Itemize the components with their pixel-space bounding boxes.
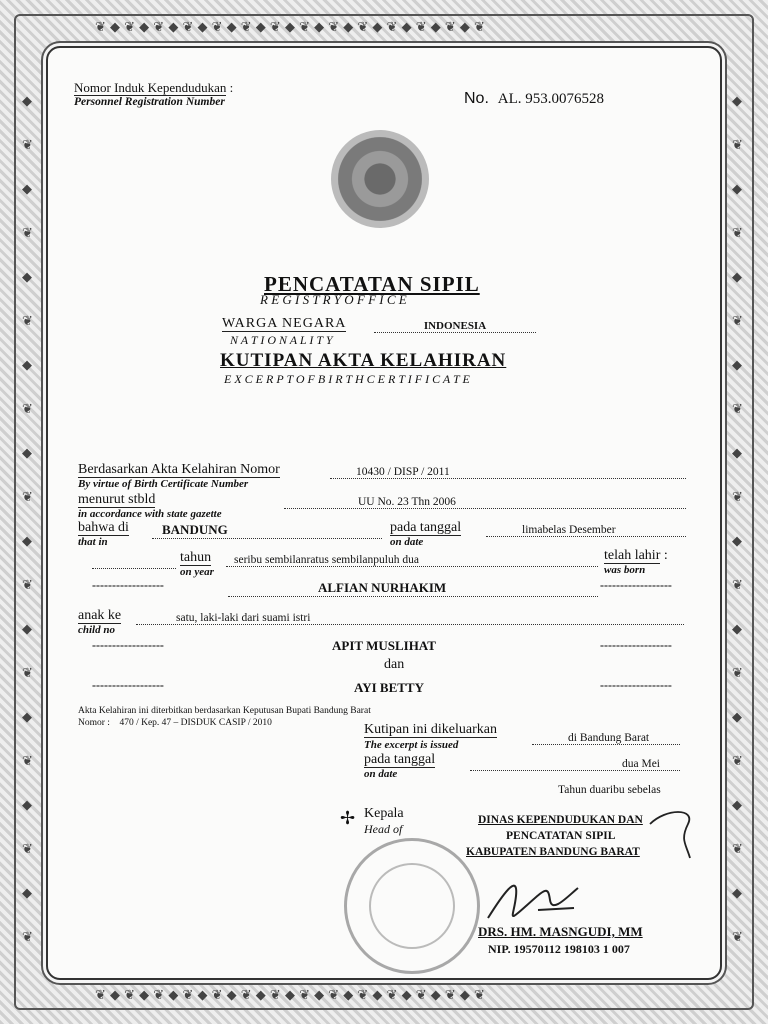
nationality-value: INDONESIA — [374, 320, 536, 333]
stbld-label: menurut stbld — [78, 492, 156, 507]
year-value: seribu sembilanratus sembilanpuluh dua — [226, 554, 598, 567]
official-stamp-icon — [344, 838, 480, 974]
ornament-icon: ❦ ◆ ❦ ◆ ❦ ◆ ❦ ◆ ❦ ◆ ❦ ◆ ❦ ◆ ❦ ◆ ❦ ◆ ❦ ◆ ❦ ◆ ❦ ◆ ❦ ◆ ❦ — [95, 20, 485, 35]
date-label-en: on date — [390, 536, 424, 548]
stbld-value: UU No. 23 Thn 2006 — [284, 496, 686, 509]
year-label: tahun — [180, 550, 212, 565]
decree-number: Nomor : 470 / Kep. 47 – DISDUK CASIP / 2010 — [78, 718, 272, 728]
issued-year: Tahun duaribu sebelas — [558, 784, 661, 796]
pen-stroke-icon — [646, 804, 706, 864]
year-label-en: on year — [180, 566, 214, 578]
born-label: telah lahir : — [604, 548, 668, 563]
child-name: ALFIAN NURHAKIM — [228, 580, 598, 597]
cert-no-label-en: By virtue of Birth Certificate Number — [78, 478, 249, 490]
office-title: PENCATATAN SIPIL — [264, 272, 480, 296]
dash-right: ------------------ — [600, 638, 672, 652]
dash-right: ------------------ — [600, 678, 672, 692]
nationality-label: WARGA NEGARA — [222, 316, 347, 331]
decree-text: Akta Kelahiran ini diterbitkan berdasarkan Keputusan Bupati Bandung Barat — [78, 706, 371, 716]
dash-right: ------------------ — [600, 578, 672, 592]
nik-label: Nomor Induk Kependudukan : — [74, 80, 234, 95]
ornament-icon: ◆ ❦ ◆ ❦ ◆ ❦ ◆ ❦ ◆ ❦ ◆ ❦ ◆ ❦ ◆ ❦ ◆ ❦ ◆ ❦ — [732, 94, 743, 945]
head-label-en: Head of — [364, 822, 403, 836]
place-value: BANDUNG — [152, 522, 382, 539]
issued-label-en: The excerpt is issued — [364, 739, 459, 751]
document-title-en: E X C E R P T O F B I R T H C E R T I F I C A T E — [224, 372, 470, 386]
and-text: dan — [384, 657, 405, 672]
cert-no-value: 10430 / DISP / 2011 — [330, 466, 686, 479]
agency-line-1: DINAS KEPENDUDUKAN DAN — [478, 814, 643, 826]
certificate-number: No. AL. 953.0076528 — [464, 90, 605, 107]
date-value: limabelas Desember — [486, 524, 686, 537]
stbld-label-en: in accordance with state gazette — [78, 508, 222, 520]
born-label-en: was born — [604, 564, 646, 576]
cert-no-label: Berdasarkan Akta Kelahiran Nomor — [78, 462, 280, 477]
mother-name: AYI BETTY — [354, 680, 424, 695]
garuda-emblem-icon — [331, 130, 429, 228]
document-title: KUTIPAN AKTA KELAHIRAN — [220, 350, 507, 371]
ornament-icon: ◆ ❦ ◆ ❦ ◆ ❦ ◆ ❦ ◆ ❦ ◆ ❦ ◆ ❦ ◆ ❦ ◆ ❦ ◆ ❦ — [22, 94, 33, 945]
official-name: DRS. HM. MASNGUDI, MM — [478, 924, 643, 939]
issued-date-value: dua Mei — [470, 758, 680, 771]
nationality-label-en: N A T I O N A L I T Y — [230, 333, 333, 347]
date-label: pada tanggal — [390, 520, 462, 535]
certificate-paper — [46, 46, 722, 980]
dash-left: ------------------ — [92, 638, 164, 652]
father-name: APIT MUSLIHAT — [332, 638, 436, 653]
issued-date-label: pada tanggal — [364, 752, 436, 767]
office-title-en: R E G I S T R Y O F F I C E — [260, 292, 407, 307]
agency-line-2: PENCATATAN SIPIL — [506, 830, 616, 842]
ornament-icon: ❦ ◆ ❦ ◆ ❦ ◆ ❦ ◆ ❦ ◆ ❦ ◆ ❦ ◆ ❦ ◆ ❦ ◆ ❦ ◆ ❦ ◆ ❦ ◆ ❦ ◆ ❦ — [95, 988, 485, 1003]
place-label-en: that in — [78, 536, 108, 548]
place-label: bahwa di — [78, 520, 129, 535]
child-no-label-en: child no — [78, 624, 115, 636]
child-no-value: satu, laki-laki dari suami istri — [136, 612, 684, 625]
issued-label: Kutipan ini dikeluarkan — [364, 722, 497, 737]
mark-icon: ✢ — [340, 808, 356, 828]
child-no-label: anak ke — [78, 608, 122, 623]
dash-left: ------------------ — [92, 578, 164, 592]
issued-date-label-en: on date — [364, 768, 398, 780]
head-label: Kepala — [364, 806, 404, 821]
year-dots — [92, 556, 176, 569]
agency-line-3: KABUPATEN BANDUNG BARAT — [466, 846, 640, 858]
dash-left: ------------------ — [92, 678, 164, 692]
stamp-inner-ring — [369, 863, 455, 949]
signature-icon — [478, 866, 598, 926]
issued-place: di Bandung Barat — [532, 732, 680, 745]
official-nip: NIP. 19570112 198103 1 007 — [488, 942, 630, 956]
nik-label-en: Personnel Registration Number — [74, 96, 225, 108]
